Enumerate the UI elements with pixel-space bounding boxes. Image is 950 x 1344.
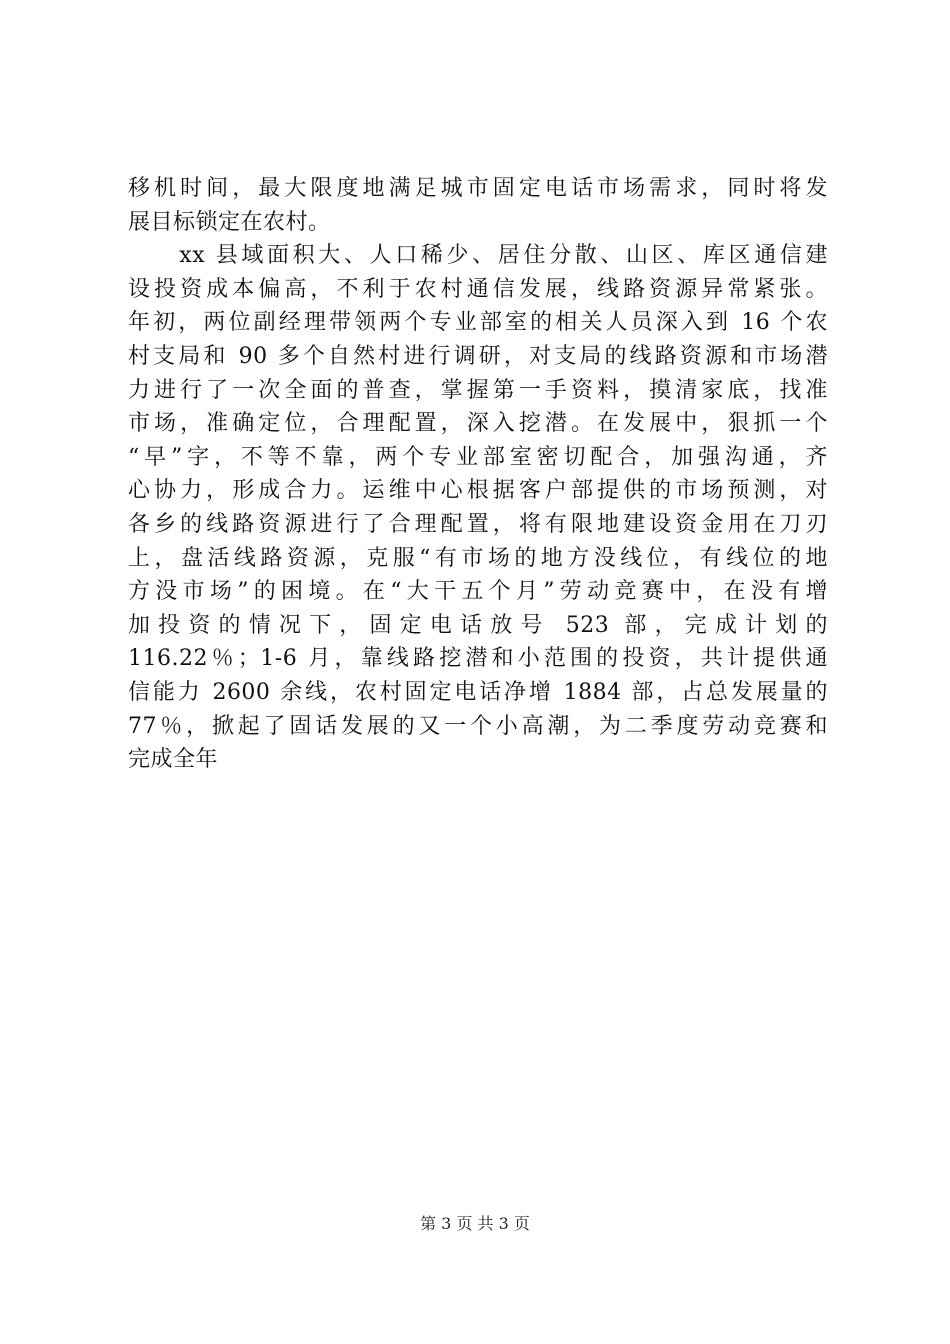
page-number-footer: 第 3 页 共 3 页	[420, 1214, 530, 1233]
text-line: 116.22％；1-6 月，靠线路挖潜和小范围的投资，共计提供通	[128, 646, 828, 672]
text-line: 77％，掀起了固话发展的又一个小高潮，为二季度劳动竞赛和	[128, 713, 828, 739]
text-line: 移机时间，最大限度地满足城市固定电话市场需求，同时将发	[128, 176, 828, 201]
text-line: 上，盘活线路资源，克服“有市场的地方没线位，有线位的地	[128, 545, 828, 571]
text-line: 信能力 2600 余线，农村固定电话净增 1884 部，占总发展量的	[128, 679, 828, 705]
text-line: 心协力，形成合力。运维中心根据客户部提供的市场预测，对	[128, 478, 828, 504]
text-line: 各乡的线路资源进行了合理配置，将有限地建设资金用在刀刃	[128, 511, 828, 537]
text-line: 展目标锁定在农村。	[128, 209, 331, 235]
text-line: 设投资成本偏高，不利于农村通信发展，线路资源异常紧张。	[128, 276, 828, 302]
text-line: 年初，两位副经理带领两个专业部室的相关人员深入到 16 个农	[128, 310, 828, 336]
text-line: 力进行了一次全面的普查，掌握第一手资料，摸清家底，找准	[128, 377, 828, 403]
body-text	[128, 172, 828, 777]
text-line: 村支局和 90 多个自然村进行调研，对支局的线路资源和市场潜	[128, 343, 828, 369]
text-line: 加投资的情况下，固定电话放号 523 部，完成计划的	[128, 612, 828, 638]
text-line: xx 县域面积大、人口稀少、居住分散、山区、库区通信建	[128, 243, 828, 269]
text-line: 市场，准确定位，合理配置，深入挖潜。在发展中，狠抓一个	[128, 411, 828, 437]
text-line: 方没市场”的困境。在“大干五个月”劳动竞赛中，在没有增	[128, 579, 828, 605]
text-line: 完成全年	[128, 747, 219, 773]
text-line: “早”字，不等不靠，两个专业部室密切配合，加强沟通，齐	[128, 444, 828, 470]
